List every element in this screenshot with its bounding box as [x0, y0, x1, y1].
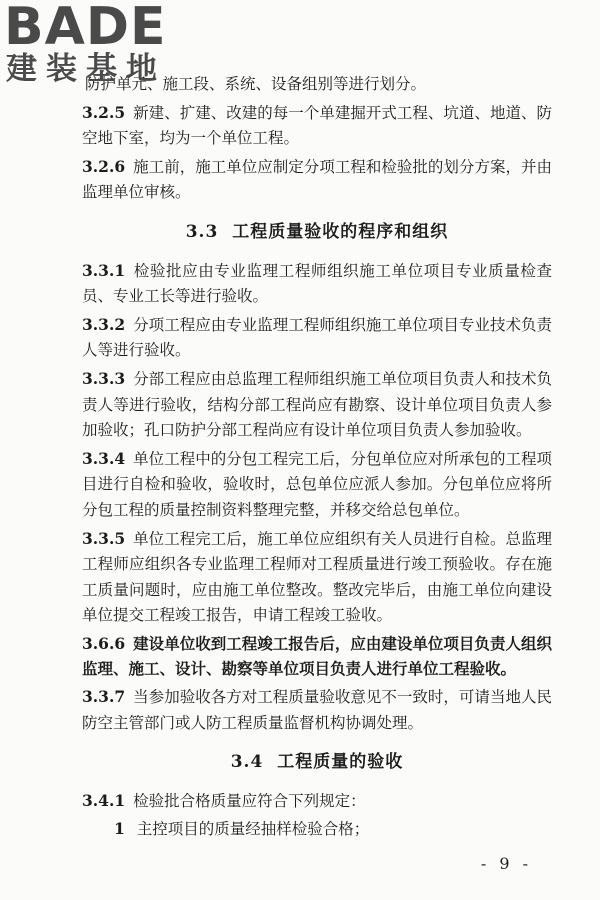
clause-text: 单位工程完工后，施工单位应组织有关人员进行自检。总监理工程师应组织各专业监理工程师对工程质量进行竣工预验收。存在施工质量问题时，应由施工单位整改。整改完毕后，由施工单位向建设单位提交工程竣工报告，申请工程竣工验收。: [82, 529, 552, 625]
clause-text: 新建、扩建、改建的每一个单建掘开式工程、坑道、地道、防空地下室，均为一个单位工程。: [82, 103, 552, 148]
clause-number: 3.3.3: [82, 368, 126, 388]
clause-text: 单位工程中的分包工程完工后，分包单位应对所承包的工程项目进行自检和验收，验收时，总包单位应派人参加。分包单位应将所分包工程的质量控制资料整理完整，并移交给总包单位。: [82, 449, 552, 519]
clause-3-6-6: [82, 631, 552, 682]
logo-wordmark: BADE: [4, 0, 167, 57]
item-number: 1: [114, 819, 125, 839]
logo-subtitle: 建装基地: [6, 51, 166, 87]
clause-3-2-6: [82, 154, 552, 206]
clause-number: 3.2.5: [82, 102, 126, 122]
clause-3-3-2: [82, 312, 552, 364]
clause-text: 建设单位收到工程竣工报告后，应由建设单位项目负责人组织监理、施工、设计、勘察等单位项目负责人进行单位工程验收。: [82, 633, 552, 679]
clause-number: 3.3.1: [82, 260, 126, 280]
clause-3-3-1: [82, 258, 552, 310]
section-number: 3.4: [230, 752, 264, 773]
clause-3-3-7: [82, 684, 552, 736]
section-title: 工程质量的验收: [277, 752, 404, 773]
clause-number: 3.4.1: [82, 790, 126, 810]
bade-logo: [4, 2, 167, 86]
clause-3-2-5: [82, 100, 552, 152]
section-title: 工程质量验收的程序和组织: [232, 221, 449, 242]
clause-3-3-3: [82, 366, 552, 444]
item-text: 主控项目的质量经抽样检验合格；: [136, 820, 370, 839]
list-item-1: [82, 816, 552, 843]
page-number: - 9 -: [480, 854, 532, 873]
clause-3-4-1: [82, 788, 552, 815]
clause-text: 施工前，施工单位应制定分项工程和检验批的划分方案，并由监理单位审核。: [82, 157, 552, 202]
clause-text: 分部工程应由总监理工程师组织施工单位项目负责人和技术负责人等进行验收，结构分部工程尚应有勘察、设计单位项目负责人参加验收；孔口防护分部工程尚应有设计单位项目负责人参加验收。: [82, 369, 552, 440]
clause-3-3-5: [82, 526, 552, 629]
clause-number: 3.3.2: [82, 314, 126, 334]
clause-text: 当参加验收各方对工程质量验收意见不一致时，可请当地人民防空主管部门或人防工程质量监督机构协调处理。: [82, 688, 552, 732]
clause-number: 3.6.6: [82, 633, 126, 653]
clause-number: 3.3.5: [82, 528, 126, 548]
document-body: [82, 72, 552, 843]
clause-text: 检验批应由专业监理工程师组织施工单位项目专业质量检查员、专业工长等进行验收。: [82, 261, 552, 306]
clause-3-3-4: [82, 446, 552, 524]
clause-number: 3.2.6: [82, 156, 126, 176]
clause-text: 分项工程应由专业监理工程师组织施工单位项目专业技术负责人等进行验收。: [82, 315, 552, 360]
clause-number: 3.3.7: [82, 687, 126, 707]
clause-number: 3.3.4: [82, 448, 126, 468]
section-number: 3.3: [185, 221, 219, 242]
clause-text: 检验批合格质量应符合下列规定：: [133, 791, 366, 810]
continued-line: 防护单元、施工段、系统、设备组别等进行划分。: [85, 75, 427, 93]
section-heading-3-4: [82, 750, 552, 776]
section-heading-3-3: [82, 220, 552, 246]
